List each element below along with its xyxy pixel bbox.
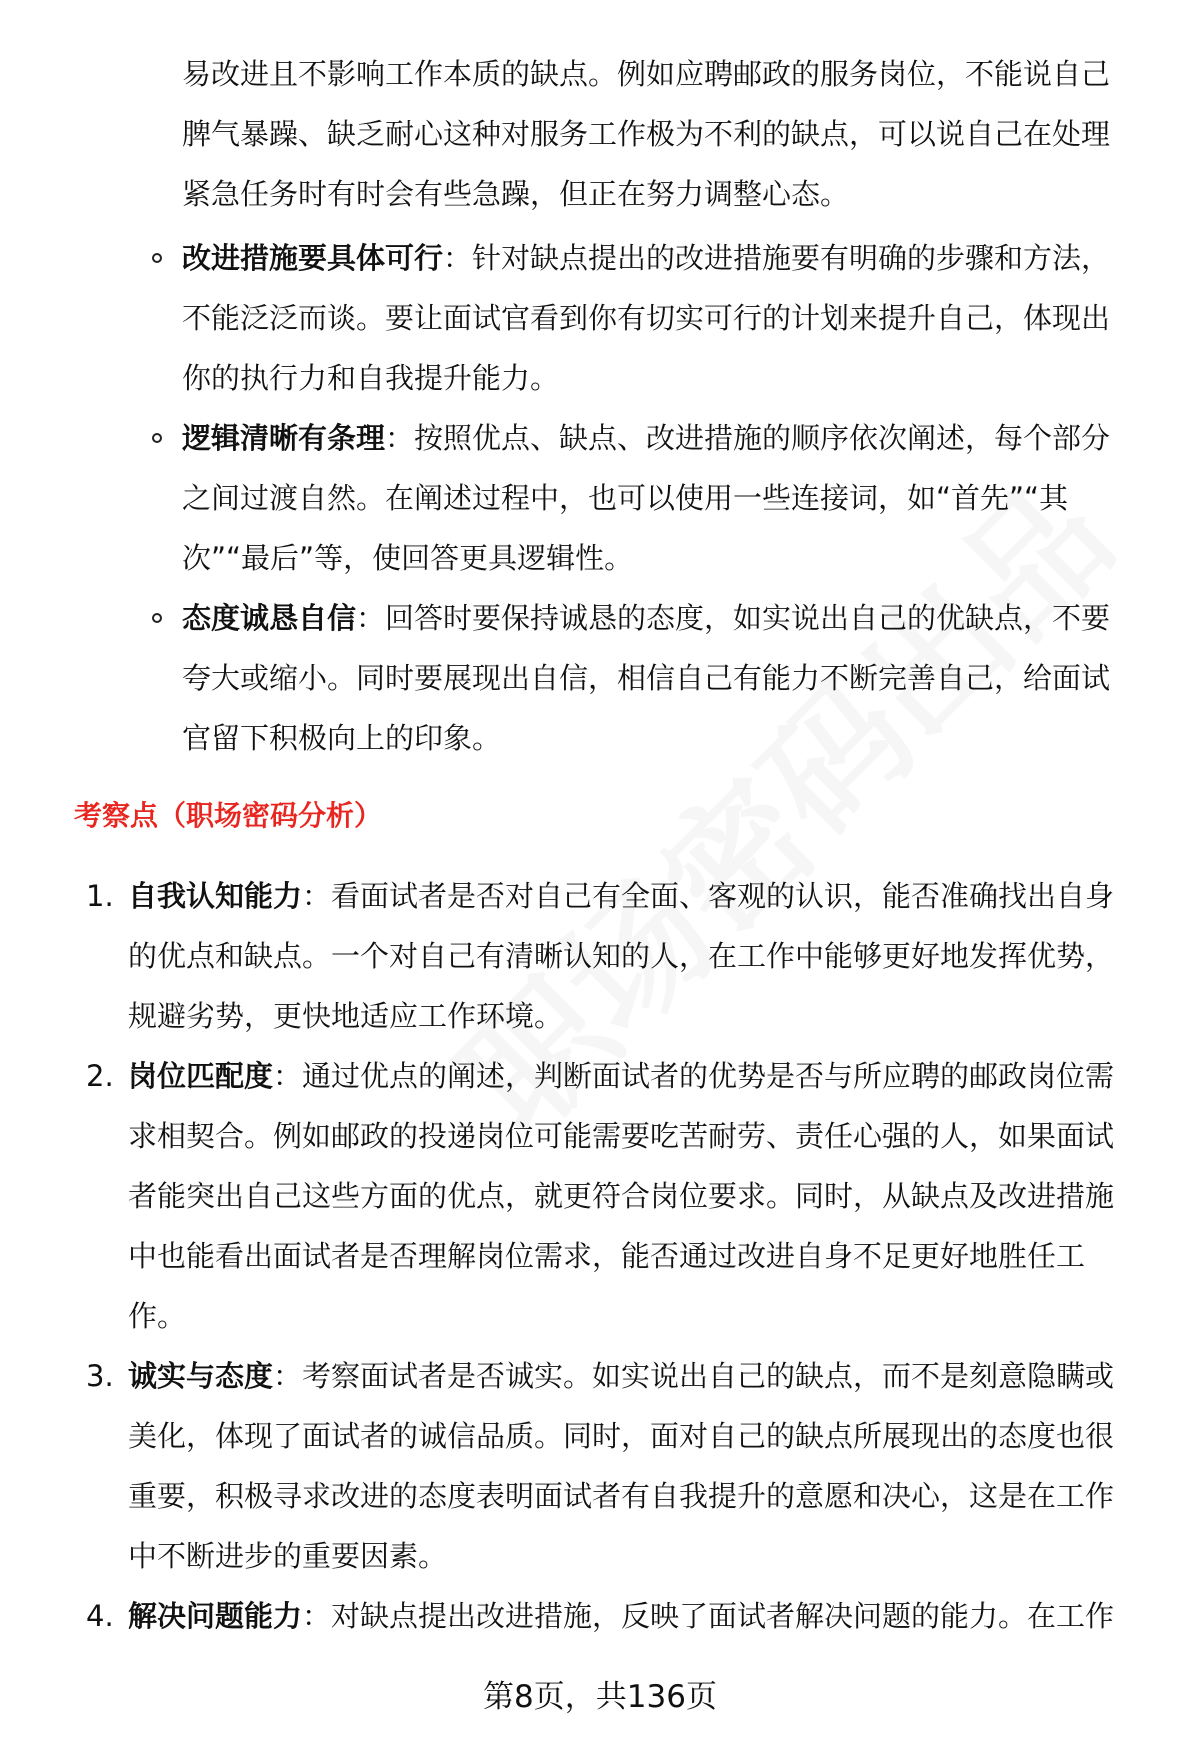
bullet-circle-icon — [152, 433, 162, 443]
numbered-item-3-line-1: 诚实与态度：考察面试者是否诚实。如实说出自己的缺点，而不是刻意隐瞒或 — [128, 1359, 1115, 1393]
list-number-1: 1. — [86, 879, 114, 913]
page-footer: 第8页，共136页 — [483, 1679, 717, 1715]
bullet-item-3-line-2: 夸大或缩小。同时要展现出自信，相信自己有能力不断完善自己，给面试 — [182, 661, 1111, 695]
bullet-item-1-line-3: 你的执行力和自我提升能力。 — [182, 361, 560, 395]
numbered-term: 自我认知能力 — [128, 879, 303, 913]
bullet-item-2-line-1: 逻辑清晰有条理：按照优点、缺点、改进措施的顺序依次阐述，每个部分 — [182, 421, 1111, 455]
numbered-item-1-line-1: 自我认知能力：看面试者是否对自己有全面、客观的认识，能否准确找出自身 — [128, 879, 1115, 913]
list-number-2: 2. — [86, 1059, 114, 1093]
bullet-circle-icon — [152, 613, 162, 623]
numbered-term: 诚实与态度 — [128, 1359, 274, 1393]
numbered-term: 岗位匹配度 — [128, 1059, 274, 1093]
bullet-term: 态度诚恳自信 — [182, 601, 357, 635]
numbered-item-1-line-3: 规避劣势，更快地适应工作环境。 — [128, 999, 564, 1033]
list-number-3: 3. — [86, 1359, 114, 1393]
numbered-term: 解决问题能力 — [128, 1599, 303, 1633]
bullet-item-3-line-3: 官留下积极向上的印象。 — [182, 721, 502, 755]
numbered-item-4-line-1: 解决问题能力：对缺点提出改进措施，反映了面试者解决问题的能力。在工作 — [128, 1599, 1115, 1633]
continuation-line-2: 脾气暴躁、缺乏耐心这种对服务工作极为不利的缺点，可以说自己在处理 — [182, 117, 1111, 151]
continuation-line-1: 易改进且不影响工作本质的缺点。例如应聘邮政的服务岗位，不能说自己 — [182, 57, 1111, 91]
numbered-item-2-line-5: 作。 — [128, 1299, 187, 1333]
section-heading: 考察点（职场密码分析） — [74, 799, 383, 832]
numbered-item-2-line-1: 岗位匹配度：通过优点的阐述，判断面试者的优势是否与所应聘的邮政岗位需 — [128, 1059, 1115, 1093]
bullet-term: 改进措施要具体可行 — [182, 241, 444, 275]
bullet-term: 逻辑清晰有条理 — [182, 421, 386, 455]
bullet-item-3-line-1: 态度诚恳自信：回答时要保持诚恳的态度，如实说出自己的优缺点，不要 — [182, 601, 1111, 635]
bullet-item-2-line-3: 次”“最后”等，使回答更具逻辑性。 — [182, 541, 634, 575]
numbered-item-2-line-3: 者能突出自己这些方面的优点，就更符合岗位要求。同时，从缺点及改进措施 — [128, 1179, 1115, 1213]
numbered-item-3-line-3: 重要，积极寻求改进的态度表明面试者有自我提升的意愿和决心，这是在工作 — [128, 1479, 1115, 1513]
numbered-item-1-line-2: 的优点和缺点。一个对自己有清晰认知的人，在工作中能够更好地发挥优势， — [128, 939, 1115, 973]
numbered-item-2-line-2: 求相契合。例如邮政的投递岗位可能需要吃苦耐劳、责任心强的人，如果面试 — [128, 1119, 1115, 1153]
bullet-item-1-line-2: 不能泛泛而谈。要让面试官看到你有切实可行的计划来提升自己，体现出 — [182, 301, 1111, 335]
numbered-item-3-line-2: 美化，体现了面试者的诚信品质。同时，面对自己的缺点所展现出的态度也很 — [128, 1419, 1115, 1453]
numbered-item-2-line-4: 中也能看出面试者是否理解岗位需求，能否通过改进自身不足更好地胜任工 — [128, 1239, 1086, 1273]
bullet-item-2-line-2: 之间过渡自然。在阐述过程中，也可以使用一些连接词，如“首先”“其 — [182, 481, 1069, 515]
bullet-item-1-line-1: 改进措施要具体可行：针对缺点提出的改进措施要有明确的步骤和方法， — [182, 241, 1111, 275]
continuation-line-3: 紧急任务时有时会有些急躁，但正在努力调整心态。 — [182, 177, 850, 211]
list-number-4: 4. — [86, 1599, 114, 1633]
bullet-circle-icon — [152, 253, 162, 263]
numbered-item-3-line-4: 中不断进步的重要因素。 — [128, 1539, 448, 1573]
